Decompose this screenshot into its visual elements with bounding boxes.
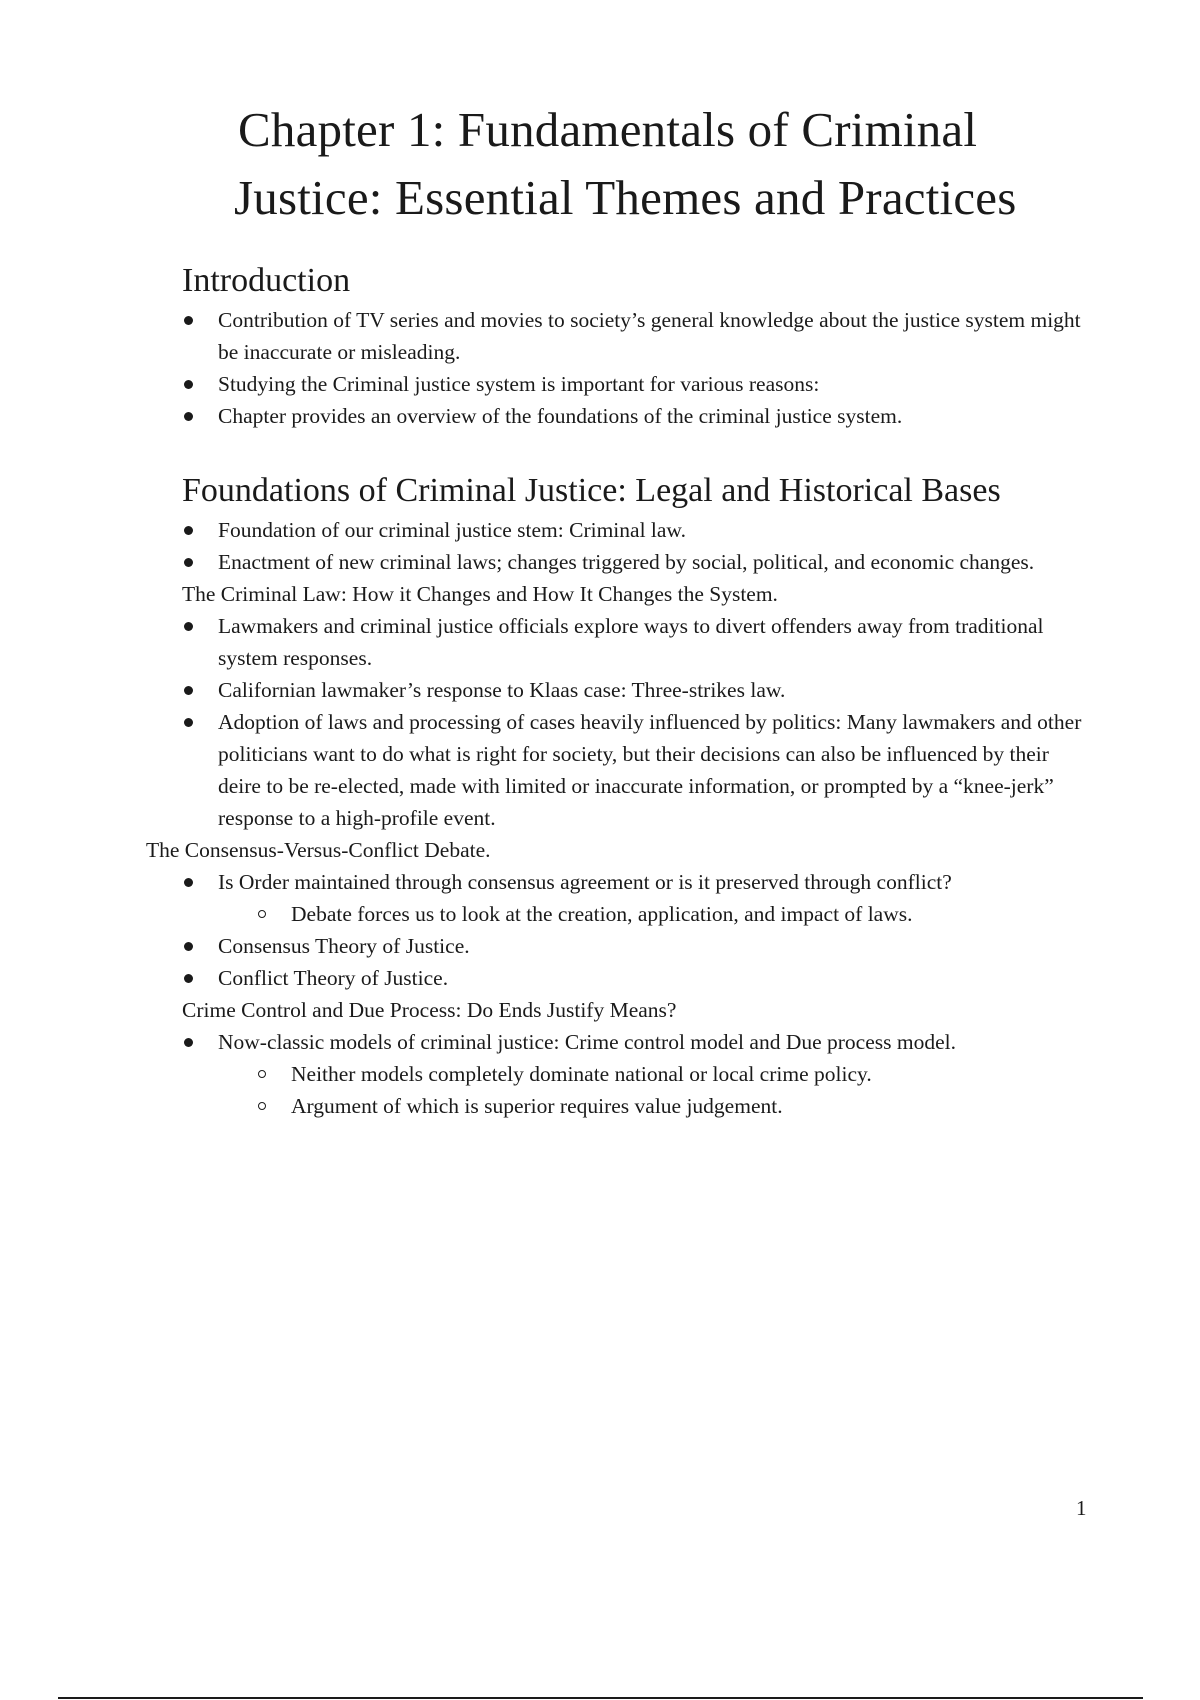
introduction-list [182, 304, 1082, 432]
hollow-bullet-icon [258, 1070, 266, 1078]
bullet-icon [184, 316, 193, 325]
consensus-sub-list [218, 898, 1082, 930]
criminal-law-list [182, 610, 1082, 834]
sub-list-item [182, 898, 1082, 930]
bullet-icon [184, 558, 193, 567]
list-item [182, 514, 1082, 546]
list-item-text: Consensus Theory of Justice. [218, 934, 470, 958]
bullet-icon [184, 942, 193, 951]
list-item [182, 866, 1082, 930]
sub-list-item-text: Debate forces us to look at the creation, application, and impact of laws. [291, 902, 913, 926]
bullet-icon [184, 412, 193, 421]
chapter-title-line-2: Justice: Essential Themes and Practices [234, 170, 1017, 225]
chapter-title [234, 96, 1138, 232]
list-item-text: Chapter provides an overview of the foundations of the criminal justice system. [218, 404, 903, 428]
list-item [182, 962, 1082, 994]
list-item-text: Contribution of TV series and movies to society’s general knowledge about the justice system might be inaccurate or misleading. [218, 308, 1081, 364]
list-item-text: Studying the Criminal justice system is important for various reasons: [218, 372, 820, 396]
section-heading-foundations: Foundations of Criminal Justice: Legal and Historical Bases [182, 472, 1001, 509]
chapter-title-line-1: Chapter 1: Fundamentals of Criminal [238, 102, 978, 157]
bullet-icon [184, 1038, 193, 1047]
consensus-list [182, 866, 1082, 994]
list-item-text: Enactment of new criminal laws; changes triggered by social, political, and economic changes. [218, 550, 1035, 574]
sub-list-item [182, 1058, 1082, 1090]
foundations-list [182, 514, 1082, 578]
bullet-icon [184, 686, 193, 695]
list-item [182, 610, 1082, 674]
list-item [182, 706, 1082, 834]
list-item-text: Foundation of our criminal justice stem: Criminal law. [218, 518, 686, 542]
list-item-text: Californian lawmaker’s response to Klaas case: Three-strikes law. [218, 678, 786, 702]
hollow-bullet-icon [258, 1102, 266, 1110]
crime-control-list [182, 1026, 1082, 1122]
list-item-text: Is Order maintained through consensus agreement or is it preserved through conflict? [218, 870, 952, 894]
list-item-text: Lawmakers and criminal justice officials explore ways to divert offenders away from traditional system responses. [218, 614, 1044, 670]
bullet-icon [184, 622, 193, 631]
list-item [182, 674, 1082, 706]
list-item [182, 546, 1082, 578]
hollow-bullet-icon [258, 910, 266, 918]
document-body [146, 258, 1082, 1122]
bullet-icon [184, 526, 193, 535]
list-item [182, 930, 1082, 962]
list-item-text: Adoption of laws and processing of cases heavily influenced by politics: Many lawmakers and other politicians want to do what is right for society, but their decisions can also be influenced by their deire to be re-elected, made with limited or inaccurate information, or prompted by a “knee-jerk” response to a high-profile event. [218, 710, 1082, 830]
bullet-icon [184, 718, 193, 727]
crime-control-sub-list [218, 1058, 1082, 1122]
sub-list-item-text: Neither models completely dominate national or local crime policy. [291, 1062, 872, 1086]
list-item-text: Conflict Theory of Justice. [218, 966, 449, 990]
subheading-crime-control: Crime Control and Due Process: Do Ends Justify Means? [182, 998, 677, 1022]
sub-list-item [182, 1090, 1082, 1122]
section-heading-introduction: Introduction [182, 262, 351, 299]
bullet-icon [184, 974, 193, 983]
list-item-text: Now-classic models of criminal justice: Crime control model and Due process model. [218, 1030, 956, 1054]
page-number: 1 [1076, 1496, 1087, 1520]
footer-divider [58, 1697, 1143, 1699]
list-item [182, 1026, 1082, 1122]
list-item [182, 368, 1082, 400]
subheading-criminal-law: The Criminal Law: How it Changes and How It Changes the System. [182, 582, 778, 606]
list-item [182, 304, 1082, 368]
sub-list-item-text: Argument of which is superior requires value judgement. [291, 1094, 783, 1118]
subheading-consensus-conflict: The Consensus-Versus-Conflict Debate. [146, 838, 491, 862]
list-item [182, 400, 1082, 432]
bullet-icon [184, 380, 193, 389]
bullet-icon [184, 878, 193, 887]
